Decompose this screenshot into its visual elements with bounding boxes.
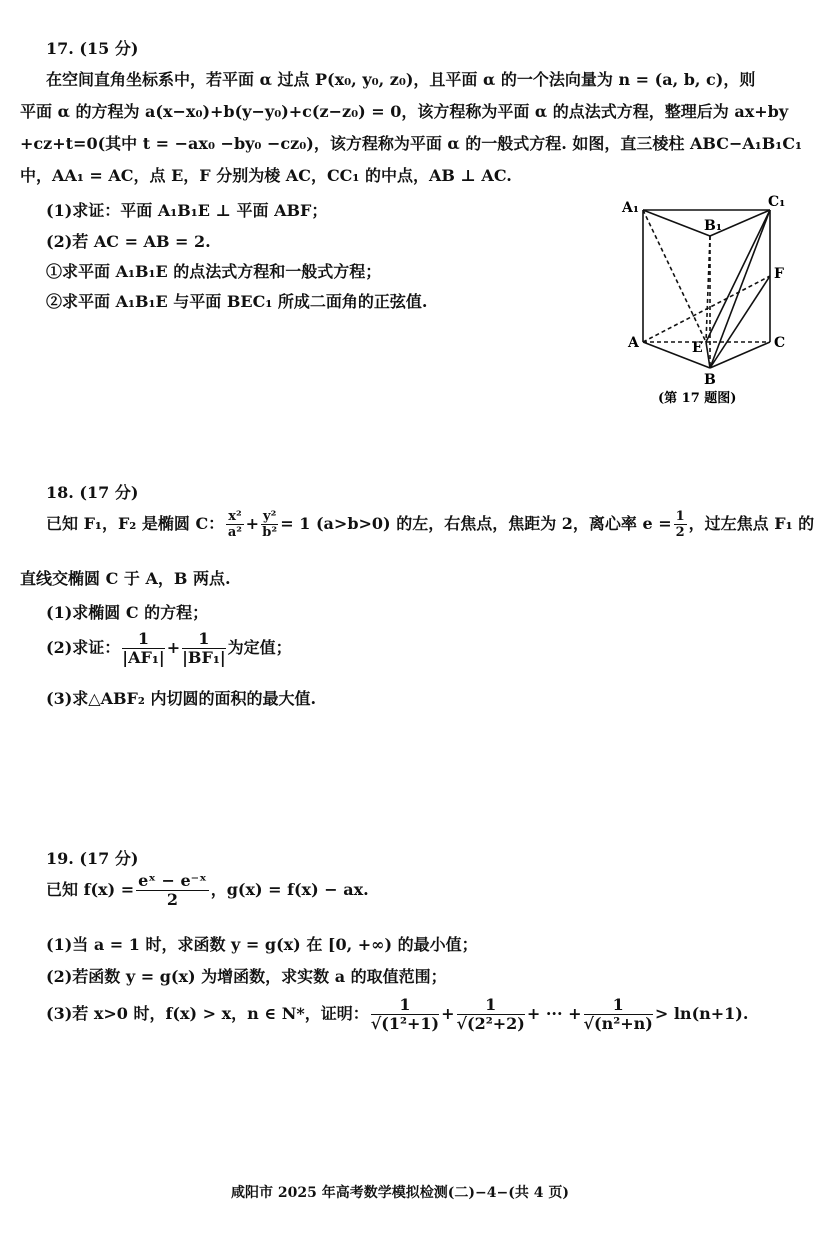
q19-item3: (3)若 x>0 时，f(x) > x，n ∈ N*，证明： $\frac{1}{\text{√(1²+1)}}$ + $\frac{1}{\text{√(2²+2)}}$ + ··· + $\frac{1}{\text{√(n²+n)}}$ > ln(n+1).	[46, 995, 749, 1033]
fraction-bf1	[182, 630, 226, 667]
q17-item: (1)求证：平面 A₁B₁E ⊥ 平面 ABF；	[46, 201, 328, 220]
frac-num: x²	[228, 509, 242, 524]
frac-num: 1	[371, 996, 439, 1015]
frac-num: 1	[675, 509, 685, 524]
q18-item3: (3)求△ABF₂ 内切圆的面积的最大值.	[46, 689, 317, 708]
frac-den: a²	[227, 525, 242, 540]
q18-l1-pre: 已知 F₁，F₂ 是椭圆 C：	[46, 514, 225, 533]
q17-item: ①求平面 A₁B₁E 的点法式方程和一般式方程；	[46, 262, 382, 281]
q19-l1-post: ，g(x) = f(x) − ax.	[210, 880, 369, 899]
q18-item2: (2)求证： $\frac{1}{\text{|AF₁|}}$ + $\frac{1}{\text{|BF₁|}}$ 为定值；	[46, 629, 292, 667]
label-B1: B₁	[704, 218, 722, 234]
figure-caption: (第 17 题图)	[658, 391, 737, 406]
q17-para-line: 在空间直角坐标系中，若平面 α 过点 P(x₀, y₀, z₀)，且平面 α 的一个法向量为 n = (a, b, c)，则	[46, 70, 756, 89]
q19-header: 19. (17 分)	[46, 849, 139, 868]
frac-den: b²	[262, 525, 278, 540]
fraction-term1	[371, 996, 439, 1033]
q19-line1	[46, 872, 369, 909]
frac-num: y²	[263, 509, 277, 524]
label-A1: A₁	[622, 200, 639, 216]
q19-item3-post: > ln(n+1).	[654, 1004, 749, 1023]
frac-num: 1	[457, 996, 525, 1015]
frac-num: 1	[182, 630, 226, 649]
frac-den: |AF₁|	[122, 648, 165, 667]
frac-num: 1	[122, 630, 164, 649]
q17-item: ②求平面 A₁B₁E 与平面 BEC₁ 所成二面角的正弦值.	[46, 292, 428, 311]
fraction-x2-a2	[226, 509, 243, 540]
series-dots: + ··· +	[526, 1004, 582, 1023]
q18-item1: (1)求椭圆 C 的方程；	[46, 603, 209, 622]
fraction-term2	[457, 996, 525, 1033]
prism-figure	[618, 190, 793, 412]
label-C1: C₁	[768, 194, 786, 210]
q18-line1	[46, 509, 814, 540]
page-footer: 咸阳市 2025 年高考数学模拟检测(二)−4−(共 4 页)	[231, 1185, 569, 1201]
q17-para-line: 平面 α 的方程为 a(x−x₀)+b(y−y₀)+c(z−z₀) = 0，该方程称为平面 α 的点法式方程，整理后为 ax+by	[20, 102, 789, 121]
fraction-e	[674, 509, 687, 540]
q18-item2-post: 为定值；	[227, 638, 292, 657]
q18-line2: 直线交椭圆 C 于 A，B 两点.	[20, 569, 231, 588]
frac-den: |BF₁|	[182, 648, 226, 667]
q19-item1: (1)当 a = 1 时，求函数 y = g(x) 在 [0, +∞) 的最小值；	[46, 935, 478, 954]
frac-den: 2	[675, 525, 685, 540]
label-A: A	[628, 335, 639, 351]
q18-l1-mid: = 1 (a>b>0) 的左，右焦点，焦距为 2，离心率 e =	[280, 514, 672, 533]
frac-num: eˣ − e⁻ˣ	[138, 871, 207, 890]
label-F: F	[774, 266, 784, 282]
q17-para-line: 中，AA₁ = AC，点 E，F 分别为棱 AC，CC₁ 的中点，AB ⊥ AC.	[20, 166, 512, 185]
plus-sign: +	[245, 514, 260, 533]
fraction-termn	[584, 996, 653, 1033]
q18-item2-pre: (2)求证：	[46, 638, 121, 657]
fraction-fx	[136, 872, 209, 909]
frac-den: 2	[166, 890, 178, 909]
q18-header: 18. (17 分)	[46, 483, 139, 502]
fraction-y2-b2	[261, 509, 278, 540]
q18-l1-post: ，过左焦点 F₁ 的	[688, 514, 814, 533]
q17-header: 17. (15 分)	[46, 39, 139, 58]
label-C: C	[774, 335, 786, 351]
q17-para-line: +cz+t=0(其中 t = −ax₀ −by₀ −cz₀)，该方程称为平面 α 的一般式方程. 如图，直三棱柱 ABC−A₁B₁C₁	[20, 134, 803, 153]
frac-den: √(2²+2)	[456, 1014, 525, 1033]
label-B: B	[704, 372, 716, 388]
q17-item: (2)若 AC = AB = 2.	[46, 232, 211, 251]
frac-den: √(n²+n)	[583, 1014, 653, 1033]
q19-item2: (2)若函数 y = g(x) 为增函数，求实数 a 的取值范围；	[46, 967, 447, 986]
frac-den: √(1²+1)	[370, 1014, 440, 1033]
label-E: E	[692, 340, 703, 356]
frac-num: 1	[584, 996, 653, 1015]
q19-l1-pre: 已知 f(x) =	[46, 880, 135, 899]
fraction-af1	[122, 630, 164, 667]
q19-item3-pre: (3)若 x>0 时，f(x) > x，n ∈ N*，证明：	[46, 1004, 369, 1023]
